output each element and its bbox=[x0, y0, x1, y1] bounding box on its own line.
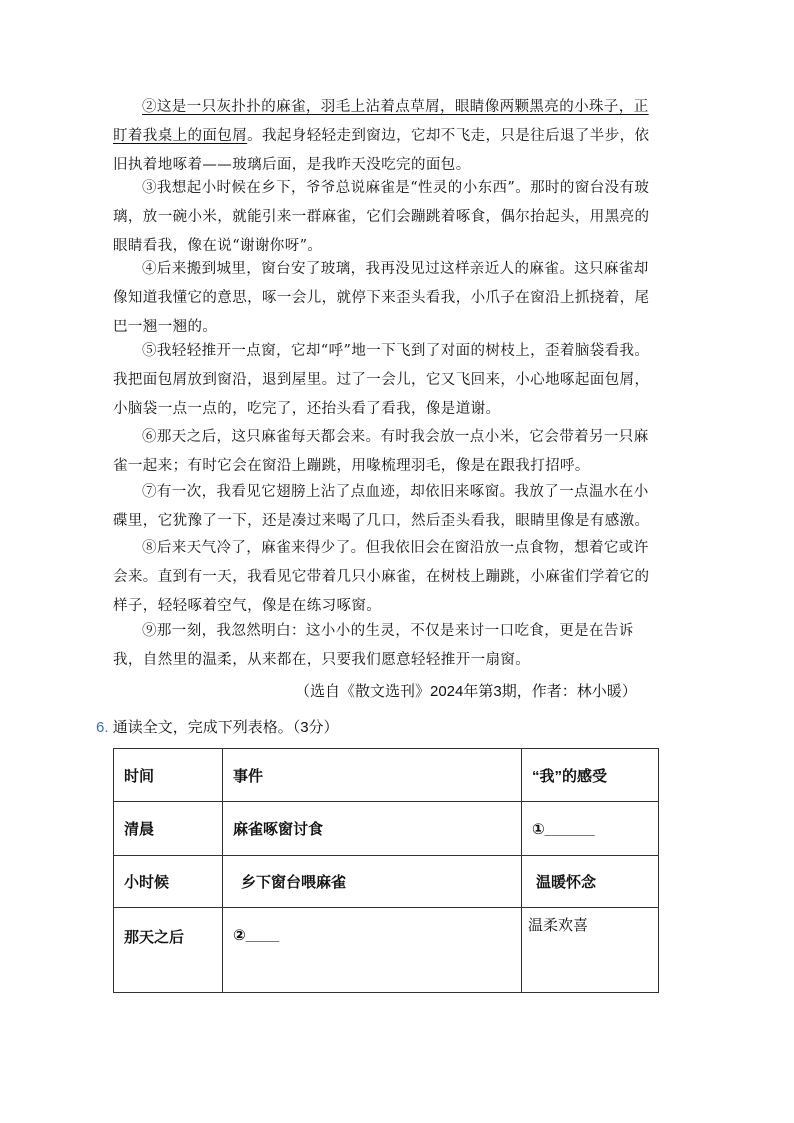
paragraph-2-rest: 。我起身轻轻走到窗边，它却不飞走，只是往后退了半步，依旧执着地啄着——玻璃后面，是我昨天没吃完的面包。 bbox=[113, 128, 650, 173]
question-number: 6. bbox=[96, 719, 109, 736]
cell-time: 清晨 bbox=[114, 802, 223, 856]
answer-table bbox=[113, 748, 659, 993]
table-header-row bbox=[114, 749, 659, 802]
table-row bbox=[114, 856, 659, 908]
question-6 bbox=[96, 714, 339, 742]
cell-event: 乡下窗台喂麻雀 bbox=[223, 856, 522, 908]
paragraph-3: ③我想起小时候在乡下，爷爷总说麻雀是“性灵的小东西”。那时的窗台没有玻璃，放一碗小米，就能引来一群麻雀，它们会蹦跳着啄食，偶尔抬起头，用黑亮的眼睛看我，像在说“谢谢你呀”。 bbox=[113, 180, 650, 254]
question-text: 通读全文，完成下列表格。（3分） bbox=[112, 719, 339, 736]
paragraph-6: ⑥那天之后，这只麻雀每天都会来。有时我会放一点小米，它会带着另一只麻雀一起来；有时它会在窗沿上蹦跳，用喙梳理羽毛，像是在跟我打招呼。 bbox=[113, 429, 649, 474]
cell-feeling: 温柔欢喜 bbox=[522, 908, 659, 993]
paragraph-5: ⑤我轻轻推开一点窗，它却“呼”地一下飞到了对面的树枝上，歪着脑袋看我。我把面包屑放到窗沿，退到屋里。过了一会儿，它又飞回来，小心地啄起面包屑，小脑袋一点一点的，吃完了，还抬头看了看我，像是道谢。 bbox=[113, 343, 650, 417]
paragraph-2 bbox=[113, 93, 661, 180]
header-time: 时间 bbox=[114, 749, 223, 802]
cell-event: 麻雀啄窗讨食 bbox=[223, 802, 522, 856]
cell-event-blank[interactable]: ②____ bbox=[223, 908, 522, 993]
cell-time: 那天之后 bbox=[114, 908, 223, 993]
header-feeling: “我”的感受 bbox=[522, 749, 659, 802]
cell-time: 小时候 bbox=[114, 856, 223, 908]
header-event: 事件 bbox=[223, 749, 522, 802]
source-citation: （选自《散文选刊》2024年第3期，作者：林小暖） bbox=[295, 683, 637, 700]
paragraph-4: ④后来搬到城里，窗台安了玻璃，我再没见过这样亲近人的麻雀。这只麻雀却像知道我懂它的意思，啄一会儿，就停下来歪头看我，小爪子在窗沿上抓挠着，尾巴一翘一翘的。 bbox=[113, 261, 650, 335]
paragraph-7: ⑦有一次，我看见它翅膀上沾了点血迹，却依旧来啄窗。我放了一点温水在小碟里，它犹豫了一下，还是凑过来喝了几口，然后歪头看我，眼睛里像是有感激。 bbox=[113, 484, 650, 529]
paragraph-8: ⑧后来天气冷了，麻雀来得少了。但我依旧会在窗沿放一点食物，想着它或许会来。直到有一天，我看见它带着几只小麻雀，在树枝上蹦跳，小麻雀们学着它的样子，轻轻啄着空气，像是在练习啄窗。 bbox=[113, 540, 650, 614]
cell-feeling: 温暖怀念 bbox=[522, 856, 659, 908]
table-row bbox=[114, 802, 659, 856]
cell-feeling-blank[interactable]: ①______ bbox=[522, 802, 659, 856]
table-row bbox=[114, 908, 659, 993]
paragraph-9: ⑨那一刻，我忽然明白：这小小的生灵，不仅是来讨一口吃食，更是在告诉我，自然里的温柔，从来都在，只要我们愿意轻轻推开一扇窗。 bbox=[113, 623, 634, 668]
underlined-sentence: ②这是一只灰扑扑的麻雀，羽毛上沾着点草屑，眼睛像两颗黑亮的小珠子，正盯着我桌上的面包屑 bbox=[113, 99, 649, 144]
